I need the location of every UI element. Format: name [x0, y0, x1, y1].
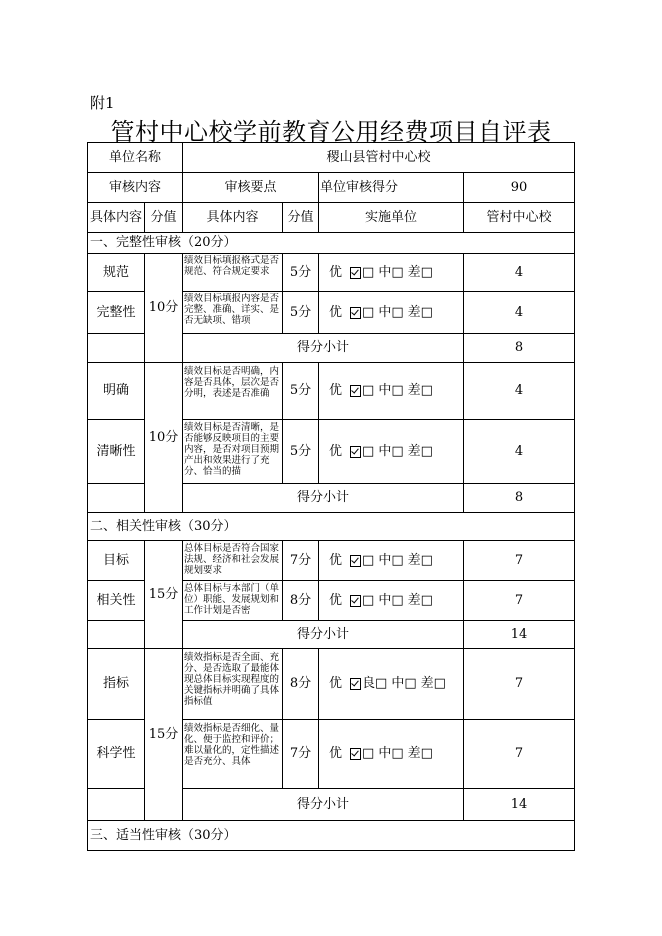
- item-desc-text: 总体目标与本部门（单位）职能、发展规划和工作计划是否密: [184, 583, 280, 616]
- item-points: 5分: [283, 292, 319, 334]
- check-icon: [350, 595, 361, 607]
- group-points: 15分: [145, 649, 183, 821]
- table-row: [88, 363, 575, 420]
- item-name: 目标: [88, 541, 145, 581]
- rating-excellent: 优: [329, 264, 343, 280]
- rating-medium: 中: [378, 746, 392, 761]
- empty-cell: [88, 484, 145, 513]
- col-content: 具体内容: [88, 203, 145, 233]
- rating-medium: 中: [378, 383, 392, 398]
- rating-medium: 中: [391, 676, 405, 691]
- annex-label: 附1: [90, 94, 115, 112]
- item-score: 7: [464, 581, 575, 621]
- col-points2: 分值: [283, 203, 319, 233]
- subtotal-label: 得分小计: [183, 789, 464, 821]
- box-icon: □: [391, 592, 404, 608]
- rating-cell: [319, 581, 464, 621]
- box-icon: □: [362, 552, 375, 568]
- box-icon: □: [420, 443, 433, 459]
- section-heading: 一、完整性审核（20分）: [88, 233, 575, 254]
- rating-cell: [319, 420, 464, 484]
- item-name: 清晰性: [88, 420, 145, 484]
- item-points: 8分: [283, 581, 319, 621]
- rating-poor: 差: [407, 746, 421, 761]
- item-desc-text: 绩效指标是否细化、量化、便于监控和评价；难以量化的，定性描述是否充分、具体: [184, 723, 280, 767]
- group-points: 10分: [145, 254, 183, 363]
- rating-medium: 中: [378, 443, 392, 459]
- rating-excellent: 优: [329, 746, 343, 761]
- check-icon: [350, 555, 361, 567]
- box-icon: □: [391, 383, 404, 398]
- col-detail: 具体内容: [183, 203, 283, 233]
- col-points: 分值: [145, 203, 183, 233]
- audit-content-label: 审核内容: [88, 173, 183, 203]
- rating-poor: 差: [420, 676, 434, 691]
- item-score: 4: [464, 420, 575, 484]
- box-icon: □: [391, 264, 404, 280]
- section-heading-row: [88, 233, 575, 254]
- rating-poor: 差: [407, 592, 421, 608]
- item-desc-text: 绩效目标是否明确，内容是否具体，层次是否分明，表述是否准确: [184, 366, 280, 399]
- item-desc: [183, 541, 283, 581]
- box-icon: □: [420, 746, 433, 761]
- item-desc-text: 绩效指标是否全面、充分、是否选取了最能体现总体目标实现程度的关键指标并明确了具体指标值: [184, 652, 280, 707]
- item-name: 规范: [88, 254, 145, 292]
- item-desc: [183, 720, 283, 789]
- item-score: 7: [464, 541, 575, 581]
- box-icon: □: [362, 746, 375, 761]
- item-points: 7分: [283, 720, 319, 789]
- box-icon: □: [391, 304, 404, 320]
- rating-poor: 差: [407, 264, 421, 280]
- item-name: 明确: [88, 363, 145, 420]
- rating-cell: [319, 720, 464, 789]
- audit-points-label: 审核要点: [183, 173, 319, 203]
- check-icon: [350, 385, 361, 397]
- section-heading-row: [88, 513, 575, 541]
- box-icon: □: [375, 676, 388, 691]
- item-desc: [183, 420, 283, 484]
- item-points: 8分: [283, 649, 319, 720]
- subtotal-label: 得分小计: [183, 334, 464, 363]
- item-points: 7分: [283, 541, 319, 581]
- item-score: 4: [464, 254, 575, 292]
- item-score: 4: [464, 292, 575, 334]
- item-points: 5分: [283, 363, 319, 420]
- box-icon: □: [391, 443, 404, 459]
- section-heading: 二、相关性审核（30分）: [88, 513, 575, 541]
- unit-label: 单位名称: [88, 143, 183, 173]
- item-name: 相关性: [88, 581, 145, 621]
- rating-cell: [319, 292, 464, 334]
- unit-row: [88, 143, 575, 173]
- rating-excellent: 优: [329, 443, 343, 459]
- audit-header-row: [88, 173, 575, 203]
- section-heading: 三、适当性审核（30分）: [88, 821, 575, 851]
- empty-cell: [88, 789, 145, 821]
- rating-medium: 中: [378, 592, 392, 608]
- box-icon: □: [391, 552, 404, 568]
- check-icon: [350, 748, 361, 760]
- box-icon: □: [420, 304, 433, 320]
- unit-score-label: 单位审核得分: [319, 173, 464, 203]
- subtotal-value: 14: [464, 789, 575, 821]
- subtotal-label: 得分小计: [183, 484, 464, 513]
- box-icon: □: [362, 592, 375, 608]
- box-icon: □: [391, 746, 404, 761]
- table-row: [88, 254, 575, 292]
- box-icon: □: [420, 383, 433, 398]
- rating-cell: [319, 363, 464, 420]
- check-icon: [350, 267, 361, 279]
- box-icon: □: [433, 676, 446, 691]
- rating-poor: 差: [407, 443, 421, 459]
- rating-good: 良: [362, 676, 376, 691]
- subtotal-value: 8: [464, 334, 575, 363]
- rating-cell: [319, 541, 464, 581]
- item-desc: [183, 363, 283, 420]
- item-desc-text: 绩效目标填报内容是否完整、准确、详实、是否无缺项、错项: [184, 293, 280, 326]
- page-title: 管村中心校学前教育公用经费项目自评表: [110, 118, 552, 146]
- rating-poor: 差: [407, 383, 421, 398]
- item-points: 5分: [283, 254, 319, 292]
- empty-cell: [88, 334, 145, 363]
- rating-medium: 中: [378, 552, 392, 568]
- item-score: 7: [464, 720, 575, 789]
- item-desc: [183, 649, 283, 720]
- item-score: 7: [464, 649, 575, 720]
- item-name: 科学性: [88, 720, 145, 789]
- item-desc: [183, 581, 283, 621]
- rating-excellent: 优: [329, 592, 343, 608]
- rating-poor: 差: [407, 552, 421, 568]
- item-desc-text: 绩效目标填报格式是否规范、符合规定要求: [184, 255, 280, 277]
- box-icon: □: [420, 264, 433, 280]
- rating-excellent: 优: [329, 552, 343, 568]
- item-score: 4: [464, 363, 575, 420]
- group-points: 10分: [145, 363, 183, 513]
- col-implementer: 实施单位: [319, 203, 464, 233]
- item-desc-text: 绩效目标是否清晰，是否能够反映项目的主要内容，是否对项目预期产出和效果进行了充分、恰当的描: [184, 422, 280, 477]
- box-icon: □: [362, 304, 375, 320]
- self-evaluation-table: [87, 142, 575, 851]
- item-desc-text: 总体目标是否符合国家法规、经济和社会发展规划要求: [184, 543, 280, 576]
- check-icon: [350, 678, 361, 690]
- column-header-row: [88, 203, 575, 233]
- rating-excellent: 优: [329, 676, 343, 691]
- rating-excellent: 优: [329, 383, 343, 398]
- col-implementer-value: 管村中心校: [464, 203, 575, 233]
- box-icon: □: [420, 592, 433, 608]
- box-icon: □: [362, 443, 375, 459]
- box-icon: □: [362, 264, 375, 280]
- box-icon: □: [362, 383, 375, 398]
- rating-medium: 中: [378, 264, 392, 280]
- subtotal-label: 得分小计: [183, 621, 464, 649]
- item-desc: [183, 292, 283, 334]
- box-icon: □: [404, 676, 417, 691]
- unit-value: 稷山县管村中心校: [183, 143, 575, 173]
- section-heading-row: [88, 821, 575, 851]
- item-desc: [183, 254, 283, 292]
- item-name: 完整性: [88, 292, 145, 334]
- check-icon: [350, 307, 361, 319]
- item-name: 指标: [88, 649, 145, 720]
- check-icon: [350, 446, 361, 458]
- rating-cell: [319, 254, 464, 292]
- table-row: [88, 541, 575, 581]
- item-points: 5分: [283, 420, 319, 484]
- rating-medium: 中: [378, 304, 392, 320]
- rating-excellent: 优: [329, 304, 343, 320]
- empty-cell: [88, 621, 145, 649]
- unit-score-value: 90: [464, 173, 575, 203]
- rating-cell: [319, 649, 464, 720]
- box-icon: □: [420, 552, 433, 568]
- subtotal-value: 14: [464, 621, 575, 649]
- group-points: 15分: [145, 541, 183, 649]
- rating-poor: 差: [407, 304, 421, 320]
- table-row: [88, 649, 575, 720]
- subtotal-value: 8: [464, 484, 575, 513]
